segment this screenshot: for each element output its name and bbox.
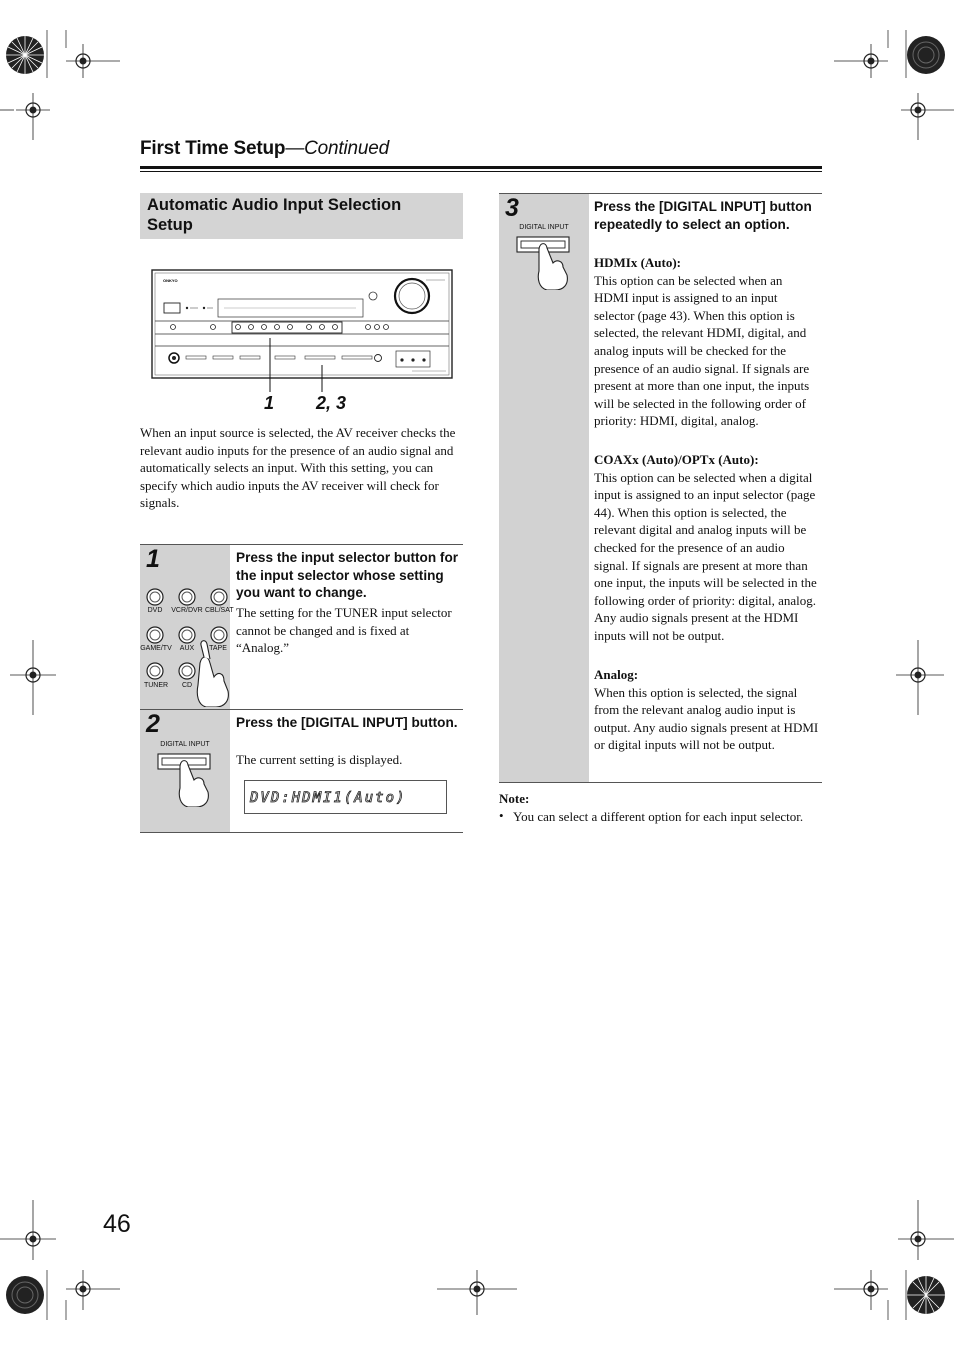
callout-leaders — [150, 330, 350, 400]
step-2-number: 2 — [146, 710, 160, 738]
button-label-aux: AUX — [179, 645, 195, 652]
intro-paragraph: When an input source is selected, the AV receiver checks the relevant audio inputs for the presence of an audio signal and automatically selects an input. With this setting, you can specify which audio inputs the AV receiver will check for signals. — [140, 425, 456, 511]
note-item: You can select a different option for each input selector. — [513, 809, 804, 824]
option-coax-opt — [594, 451, 820, 645]
crop-mark-mid-left — [0, 640, 60, 715]
option-hdmi — [594, 254, 820, 430]
option-coax-opt-name: COAXx (Auto)/OPTx (Auto): — [594, 452, 759, 467]
page-number: 46 — [103, 1210, 131, 1238]
option-coax-opt-text: This option can be selected when a digital input is assigned to an input selector (page 44). When this option is selected, the relevant digital and analog inputs will be checked for the presence of an audio signal. If signals are present at more than one input, the inputs will be selected in the following order of priority: digital, analog. Any audio signals present at the HDMI inputs will not be output. — [594, 469, 817, 643]
option-analog — [594, 666, 820, 754]
button-label-dvd: DVD — [147, 607, 163, 614]
button-label-tape: TAPE — [209, 645, 227, 652]
header-continued: —Continued — [285, 138, 389, 159]
note-bullet: • — [499, 808, 504, 823]
section-title: Automatic Audio Input Selection Setup — [147, 196, 402, 234]
step-3-heading: Press the [DIGITAL INPUT] button repeatedly to select an option. — [594, 199, 812, 232]
option-analog-text: When this option is selected, the signal from the relevant analog audio input is output. Any audio signals present at HDMI or digital inputs will not be output. — [594, 684, 819, 753]
button-label-game-tv: GAME/TV — [140, 645, 172, 652]
page-header — [140, 138, 389, 160]
header-title: First Time Setup — [140, 138, 286, 159]
digital-input-label: DIGITAL INPUT — [519, 224, 569, 231]
button-label-cd: CD — [181, 682, 193, 689]
button-label-cbl-sat: CBL/SAT — [205, 607, 234, 614]
step-3-number: 3 — [505, 194, 519, 222]
step-2-body: The current setting is displayed. — [236, 752, 403, 767]
button-label-tuner: TUNER — [143, 682, 169, 689]
crop-mark-top-left — [0, 30, 120, 140]
crop-mark-bottom-right — [834, 1200, 954, 1320]
note-title: Note: — [499, 791, 530, 806]
crop-mark-bottom-center — [437, 1265, 517, 1315]
option-analog-name: Analog: — [594, 667, 639, 682]
step-1-number: 1 — [146, 545, 160, 573]
step-divider — [140, 832, 463, 833]
callout-step-1: 1 — [264, 393, 275, 413]
crop-mark-bottom-left — [0, 1200, 120, 1320]
crop-mark-top-right — [834, 30, 954, 140]
digital-input-label: DIGITAL INPUT — [160, 741, 210, 748]
step-1-body: The setting for the TUNER input selector cannot be changed and is fixed at “Analog.” — [236, 605, 452, 656]
brand-logo: ONKYO — [163, 278, 178, 283]
display-readout-text: DVD:HDMI1(Auto) — [250, 790, 407, 806]
crop-mark-mid-right — [894, 640, 954, 715]
digital-input-button-icon — [509, 235, 589, 290]
header-rule — [140, 166, 822, 169]
digital-input-button-icon — [150, 752, 230, 807]
header-rule-thin — [140, 171, 822, 172]
step-divider — [499, 782, 822, 783]
step-2-heading: Press the [DIGITAL INPUT] button. — [236, 715, 458, 730]
button-label-vcr-dvr: VCR/DVR — [171, 607, 203, 614]
option-hdmi-name: HDMIx (Auto): — [594, 255, 682, 270]
step-1-heading: Press the input selector button for the input selector whose setting you want to change. — [236, 550, 459, 600]
option-hdmi-text: This option can be selected when an HDMI input is assigned to an input selector (page 43). When this option is selected, the relevant HDMI, digital, and analog inputs will be checked for the presence of an audio signal. If signals are present at more than one input, the inputs will be selected in the following order of priority: HDMI, digital, analog. — [594, 272, 810, 429]
callout-step-2-3: 2, 3 — [316, 393, 347, 413]
